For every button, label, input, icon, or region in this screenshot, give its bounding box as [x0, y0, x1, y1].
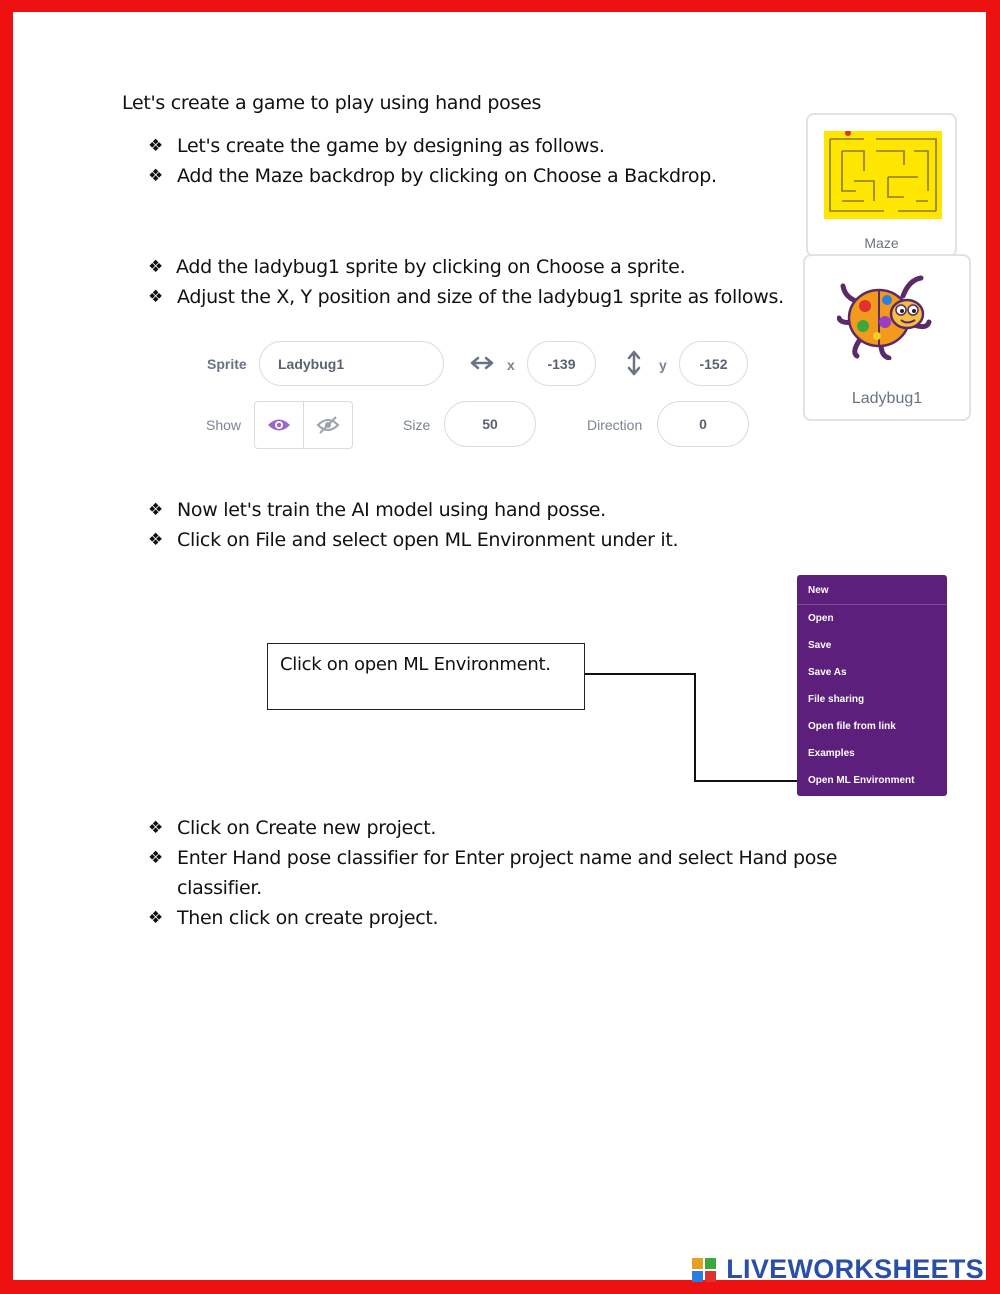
bullet-icon: ❖: [148, 287, 164, 307]
show-visible-button[interactable]: [255, 402, 304, 448]
backdrop-label: Maze: [864, 235, 899, 251]
bullet-icon: ❖: [148, 136, 164, 156]
file-menu: [797, 575, 947, 796]
y-position-input[interactable]: -152: [679, 341, 748, 386]
sprite-name-input[interactable]: Ladybug1: [259, 341, 444, 386]
menu-item-file-sharing[interactable]: File sharing: [808, 694, 865, 705]
backdrop-card-maze[interactable]: [806, 113, 957, 257]
size-input[interactable]: 50: [444, 401, 536, 447]
menu-item-open[interactable]: Open: [808, 613, 834, 624]
liveworksheets-logo-icon: [692, 1258, 716, 1282]
bullet-icon: ❖: [148, 908, 164, 928]
menu-item-open-file-from-link[interactable]: Open file from link: [808, 721, 896, 732]
bullet-icon: ❖: [148, 818, 164, 838]
vertical-arrows-icon: [626, 349, 642, 377]
instruction-8-continued: classifier.: [177, 877, 262, 899]
sprite-label: Ladybug1: [851, 390, 923, 407]
direction-input[interactable]: 0: [657, 401, 749, 447]
direction-label: Direction: [587, 417, 643, 433]
x-position-input[interactable]: -139: [527, 341, 596, 386]
callout-box: [267, 643, 585, 710]
sprite-card-ladybug1[interactable]: [803, 254, 971, 421]
y-label: y: [659, 357, 667, 373]
menu-item-examples[interactable]: Examples: [808, 748, 855, 759]
liveworksheets-brand[interactable]: LIVEWORKSHEETS: [726, 1254, 984, 1284]
eye-slash-icon: [316, 415, 340, 435]
instruction-6: Click on File and select open ML Environment under it.: [177, 529, 679, 551]
eye-icon: [267, 417, 291, 433]
instruction-5: Now let's train the AI model using hand posse.: [177, 499, 606, 521]
x-label: x: [507, 357, 515, 373]
maze-thumbnail-icon: [824, 131, 942, 219]
menu-item-save-as[interactable]: Save As: [808, 667, 847, 678]
instruction-7: Click on Create new project.: [177, 817, 437, 839]
ladybug-sprite-icon: [837, 272, 937, 360]
show-toggle: [254, 401, 353, 449]
instruction-1: Let's create the game by designing as follows.: [177, 135, 605, 157]
bullet-icon: ❖: [148, 257, 164, 277]
sprite-label-text: Sprite: [207, 356, 247, 372]
bullet-icon: ❖: [148, 848, 164, 868]
callout-text: Click on open ML Environment.: [280, 654, 551, 675]
show-hidden-button[interactable]: [304, 402, 352, 448]
instruction-3: Add the ladybug1 sprite by clicking on Choose a sprite.: [176, 256, 686, 278]
connector-arrow: [585, 668, 815, 788]
menu-divider: [797, 604, 947, 605]
instruction-2: Add the Maze backdrop by clicking on Choose a Backdrop.: [177, 165, 717, 187]
size-label: Size: [403, 417, 431, 433]
bullet-icon: ❖: [148, 530, 164, 550]
instruction-4: Adjust the X, Y position and size of the ladybug1 sprite as follows.: [177, 286, 784, 308]
menu-item-save[interactable]: Save: [808, 640, 832, 651]
bullet-icon: ❖: [148, 500, 164, 520]
instruction-9: Then click on create project.: [177, 907, 439, 929]
show-label: Show: [206, 417, 242, 433]
horizontal-arrows-icon: [469, 355, 495, 371]
bullet-icon: ❖: [148, 166, 164, 186]
instruction-8: Enter Hand pose classifier for Enter project name and select Hand pose: [177, 847, 838, 869]
menu-item-open-ml-environment[interactable]: Open ML Environment: [808, 775, 915, 786]
intro-heading: Let's create a game to play using hand poses: [122, 92, 542, 114]
menu-item-new[interactable]: New: [808, 585, 829, 596]
